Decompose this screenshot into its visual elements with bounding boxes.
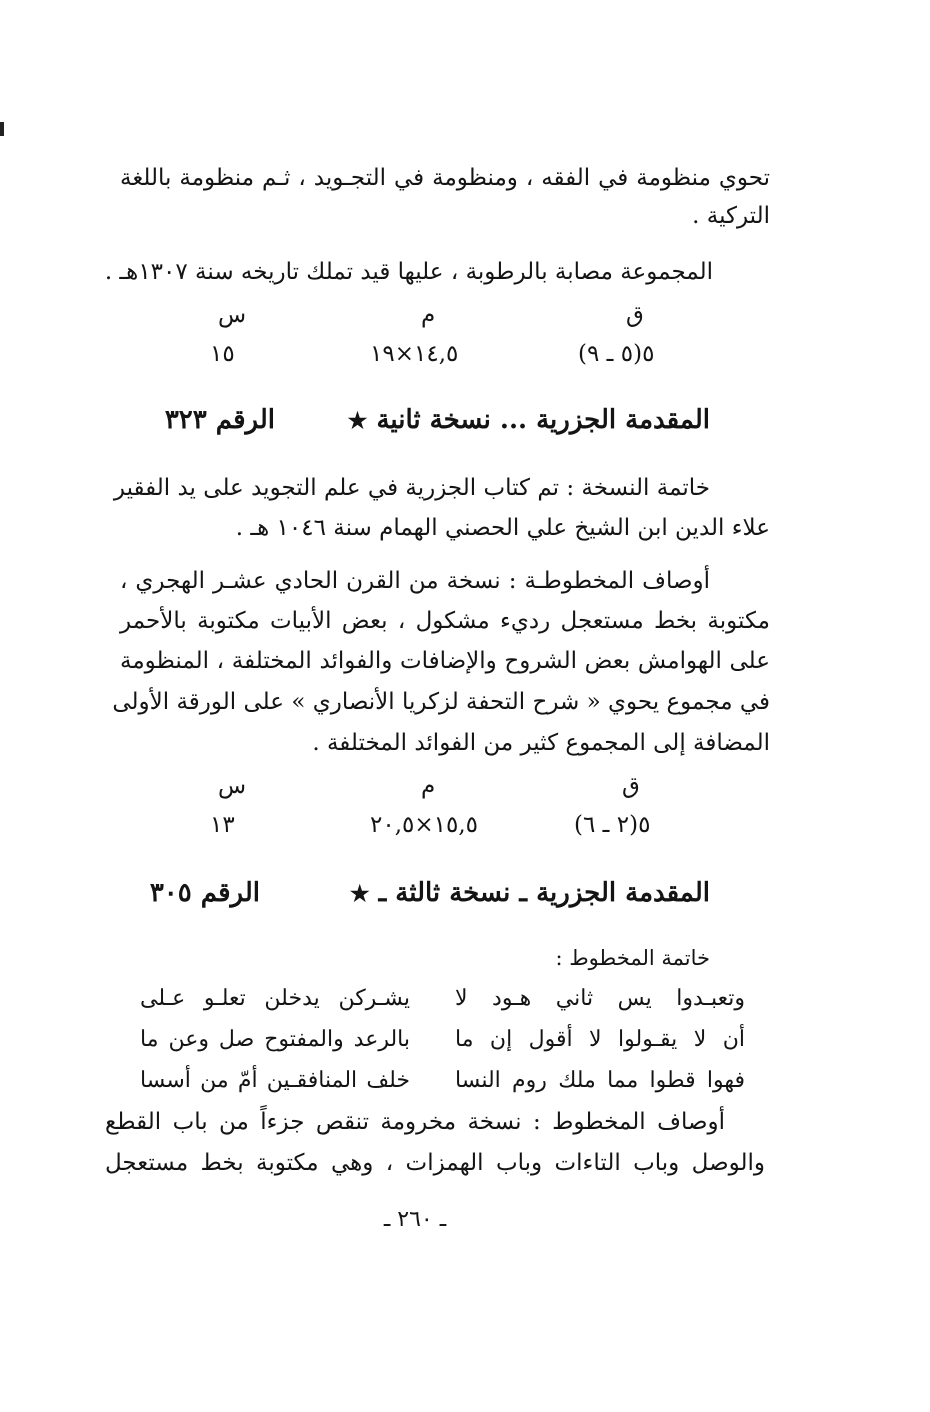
colophon-label: خاتمة المخطوط : [555,946,710,970]
measure-label-q: ق [626,302,644,328]
measure-value-s: ١٣ [210,812,235,838]
ownership-note: المجموعة مصابة بالرطوبة ، عليها قيد تملك تاريخه سنة ١٣٠٧هـ . [104,259,713,285]
verse-first-hemistich: فهوا قطوا مما ملك روم النسا [455,1068,745,1093]
measure-value-m: ١٤,٥×١٩ [370,341,459,367]
measure-value-m: ١٥,٥×٢٠,٥ [370,812,479,838]
measure-label-q: ق [622,773,640,799]
colophon-line: علاء الدين ابن الشيخ علي الحصني الهمام سنة ١٠٤٦ هـ . [235,515,770,541]
measure-value-q: ٥(٥ ـ ٩) [578,341,655,367]
description-line: والوصل وباب التاءات وباب الهمزات ، وهي مكتوبة بخط مستعجل [105,1150,765,1176]
entry-title-text: المقدمة الجزرية ... نسخة ثانية [376,405,710,435]
entry-number: الرقم ٣٢٣ [164,405,275,435]
scan-edge-mark [0,122,4,136]
entry-title [310,398,710,442]
measure-label-m: م [421,302,436,328]
verse-second-hemistich: يشـركن يدخلن تعلـو عـلى [140,986,410,1011]
star-icon: ★ [349,881,370,907]
verse-second-hemistich: خلف المنافقـين أمّ من أسسا [140,1068,410,1093]
description-line: مكتوبة بخط مستعجل رديء مشكول ، بعض الأبيات مكتوبة بالأحمر [120,608,770,634]
description-line: في مجموع يحوي « شرح التحفة لزكريا الأنصاري » على الورقة الأولى [112,689,770,715]
colophon-line: خاتمة النسخة : تم كتاب الجزرية في علم التجويد على يد الفقير [113,475,710,501]
body-line: تحوي منظومة في الفقه ، ومنظومة في التجـويد ، ثـم منظومة باللغة [120,165,770,191]
description-line: أوصاف المخطوط : نسخة مخرومة تنقص جزءاً من باب القطع [105,1109,725,1135]
description-line: المضافة إلى المجموع كثير من الفوائد المختلفة . [312,730,770,756]
page-number: ـ ٢٦٠ ـ [383,1207,447,1232]
star-icon: ★ [347,408,368,434]
measure-value-q: ٥(٢ ـ ٦) [574,812,651,838]
measure-label-m: م [421,773,436,799]
measure-value-s: ١٥ [210,341,235,367]
entry-title [320,871,710,915]
measure-label-s: س [218,302,247,328]
description-line: على الهوامش بعض الشروح والإضافات والفوائد المختلفة ، المنظومة [120,648,770,674]
verse-first-hemistich: أن لا يقـولوا لا أقول إن ما [455,1027,745,1052]
body-line: التركية . [692,203,770,229]
entry-title-text: المقدمة الجزرية ـ نسخة ثالثة ـ [378,878,710,908]
measure-label-s: س [218,773,247,799]
entry-number: الرقم ٣٠٥ [149,878,260,908]
verse-second-hemistich: بالرعد والمفتوح صل وعن ما [140,1027,410,1052]
verse-first-hemistich: وتعبـدوا يس ثاني هـود لا [455,986,745,1011]
description-line: أوصاف المخطوطـة : نسخة من القرن الحادي عشـر الهجري ، [120,568,710,594]
